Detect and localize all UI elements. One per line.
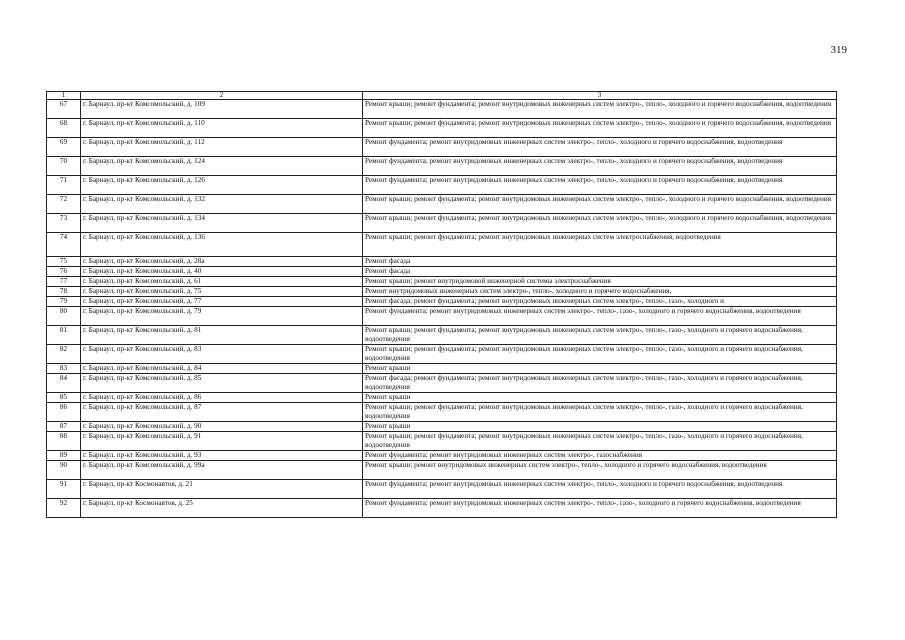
works-cell: Ремонт фасада bbox=[363, 257, 837, 267]
table-row bbox=[47, 364, 837, 374]
row-number-cell: 80 bbox=[47, 307, 81, 326]
address-cell: г. Барнаул, пр-кт Космонавтов, д. 25 bbox=[81, 499, 363, 518]
row-number-cell: 88 bbox=[47, 432, 81, 451]
works-cell: Ремонт фасада bbox=[363, 267, 837, 277]
column-header-works: 3 bbox=[363, 92, 837, 100]
works-cell: Ремонт фасада; ремонт фундамента; ремонт внутридомовых инженерных систем электро-, тепло-, газо-, холодного и bbox=[363, 297, 837, 307]
row-number-cell: 70 bbox=[47, 157, 81, 176]
address-cell: г. Барнаул, пр-кт Комсомольский, д. 75 bbox=[81, 287, 363, 297]
address-cell: г. Барнаул, пр-кт Комсомольский, д. 136 bbox=[81, 233, 363, 257]
address-cell: г. Барнаул, пр-кт Комсомольский, д. 86 bbox=[81, 393, 363, 403]
works-cell: Ремонт фундамента; ремонт внутридомовых инженерных систем электро-, тепло-, холодного и горячего водоснабжения, водоотведения bbox=[363, 176, 837, 195]
address-cell: г. Барнаул, пр-кт Комсомольский, д. 28а bbox=[81, 257, 363, 267]
works-cell: Ремонт крыши; ремонт внутридомовой инженерной системы электроснабжения bbox=[363, 277, 837, 287]
row-number-cell: 73 bbox=[47, 214, 81, 233]
works-cell: Ремонт фундамента; ремонт внутридомовых инженерных систем электро-, газоснабжения bbox=[363, 451, 837, 461]
address-cell: г. Барнаул, пр-кт Комсомольский, д. 134 bbox=[81, 214, 363, 233]
table-row bbox=[47, 138, 837, 157]
table-row bbox=[47, 119, 837, 138]
row-number-cell: 67 bbox=[47, 100, 81, 119]
table-row bbox=[47, 297, 837, 307]
table-row bbox=[47, 233, 837, 257]
column-header-number: 1 bbox=[47, 92, 81, 100]
table-row bbox=[47, 393, 837, 403]
address-cell: г. Барнаул, пр-кт Комсомольский, д. 81 bbox=[81, 326, 363, 345]
row-number-cell: 85 bbox=[47, 393, 81, 403]
row-number-cell: 79 bbox=[47, 297, 81, 307]
table-row bbox=[47, 277, 837, 287]
row-number-cell: 89 bbox=[47, 451, 81, 461]
works-cell: Ремонт крыши bbox=[363, 393, 837, 403]
row-number-cell: 81 bbox=[47, 326, 81, 345]
table-row bbox=[47, 422, 837, 432]
address-cell: г. Барнаул, пр-кт Комсомольский, д. 40 bbox=[81, 267, 363, 277]
address-cell: г. Барнаул, пр-кт Космонавтов, д. 21 bbox=[81, 480, 363, 499]
address-cell: г. Барнаул, пр-кт Комсомольский, д. 87 bbox=[81, 403, 363, 422]
table-row bbox=[47, 257, 837, 267]
address-cell: г. Барнаул, пр-кт Комсомольский, д. 85 bbox=[81, 374, 363, 393]
table-row bbox=[47, 100, 837, 119]
address-cell: г. Барнаул, пр-кт Комсомольский, д. 99а bbox=[81, 461, 363, 480]
works-cell: Ремонт крыши; ремонт фундамента; ремонт внутридомовых инженерных систем электро-, тепло-, холодного и горячего водоснабжения, водоотведения bbox=[363, 195, 837, 214]
table-row bbox=[47, 307, 837, 326]
row-number-cell: 84 bbox=[47, 374, 81, 393]
address-cell: г. Барнаул, пр-кт Комсомольский, д. 61 bbox=[81, 277, 363, 287]
works-cell: Ремонт крыши; ремонт фундамента; ремонт внутридомовых инженерных систем электро-, тепло-, холодного и горячего водоснабжения, водоотведения bbox=[363, 119, 837, 138]
table-header-row bbox=[47, 92, 837, 100]
address-cell: г. Барнаул, пр-кт Комсомольский, д. 126 bbox=[81, 176, 363, 195]
works-cell: Ремонт фасада; ремонт фундамента; ремонт внутридомовых инженерных систем электро-, тепло-, газо-, холодного и горячего водоснабжения, водоотведения bbox=[363, 374, 837, 393]
table-row bbox=[47, 345, 837, 364]
address-cell: г. Барнаул, пр-кт Комсомольский, д. 132 bbox=[81, 195, 363, 214]
works-cell: Ремонт крыши; ремонт фундамента; ремонт внутридомовых инженерных систем электро-, тепло-, газо-, холодного и горячего водоснабжения, водоотведения bbox=[363, 326, 837, 345]
works-cell: Ремонт крыши; ремонт фундамента; ремонт внутридомовых инженерных систем электро-, тепло-, газо-, холодного и горячего водоснабжения, водоотведения bbox=[363, 432, 837, 451]
works-cell: Ремонт крыши bbox=[363, 422, 837, 432]
works-cell: Ремонт фундамента; ремонт внутридомовых инженерных систем электро-, тепло-, холодного и горячего водоснабжения, водоотведения bbox=[363, 480, 837, 499]
row-number-cell: 90 bbox=[47, 461, 81, 480]
works-cell: Ремонт фундамента; ремонт внутридомовых инженерных систем электро-, тепло-, газо-, холодного и горячего водоснабжения, водоотведения bbox=[363, 307, 837, 326]
table-row bbox=[47, 326, 837, 345]
works-cell: Ремонт крыши; ремонт внутридомовых инженерных систем электро-, тепло-, холодного и горячего водоснабжения, водоотведения bbox=[363, 461, 837, 480]
row-number-cell: 78 bbox=[47, 287, 81, 297]
address-cell: г. Барнаул, пр-кт Комсомольский, д. 83 bbox=[81, 345, 363, 364]
table-row bbox=[47, 432, 837, 451]
address-cell: г. Барнаул, пр-кт Комсомольский, д. 124 bbox=[81, 157, 363, 176]
address-cell: г. Барнаул, пр-кт Комсомольский, д. 109 bbox=[81, 100, 363, 119]
works-cell: Ремонт крыши; ремонт фундамента; ремонт внутридомовых инженерных систем электро-, тепло-, холодного и горячего водоснабжения, водоотведения bbox=[363, 214, 837, 233]
row-number-cell: 75 bbox=[47, 257, 81, 267]
address-cell: г. Барнаул, пр-кт Комсомольский, д. 79 bbox=[81, 307, 363, 326]
table-row bbox=[47, 195, 837, 214]
address-cell: г. Барнаул, пр-кт Комсомольский, д. 91 bbox=[81, 432, 363, 451]
row-number-cell: 74 bbox=[47, 233, 81, 257]
works-cell: Ремонт фундамента; ремонт внутридомовых инженерных систем электро-, тепло-, холодного и горячего водоснабжения, водоотведения bbox=[363, 157, 837, 176]
row-number-cell: 86 bbox=[47, 403, 81, 422]
row-number-cell: 68 bbox=[47, 119, 81, 138]
row-number-cell: 87 bbox=[47, 422, 81, 432]
row-number-cell: 83 bbox=[47, 364, 81, 374]
column-header-address: 2 bbox=[81, 92, 363, 100]
table-row bbox=[47, 176, 837, 195]
address-cell: г. Барнаул, пр-кт Комсомольский, д. 77 bbox=[81, 297, 363, 307]
repair-register-table bbox=[46, 91, 837, 518]
works-cell: Ремонт крыши bbox=[363, 364, 837, 374]
works-cell: Ремонт внутридомовых инженерных систем электро-, тепло-, холодного и горячего водоснабжения, bbox=[363, 287, 837, 297]
works-cell: Ремонт крыши; ремонт фундамента; ремонт внутридомовых инженерных систем электро-, тепло-, газо-, холодного и горячего водоснабжения, водоотведения bbox=[363, 345, 837, 364]
table-row bbox=[47, 157, 837, 176]
table-row bbox=[47, 499, 837, 518]
table-row bbox=[47, 214, 837, 233]
address-cell: г. Барнаул, пр-кт Комсомольский, д. 112 bbox=[81, 138, 363, 157]
works-cell: Ремонт фундамента; ремонт внутридомовых инженерных систем электро-, тепло-, холодного и горячего водоснабжения, водоотведения bbox=[363, 138, 837, 157]
table-row bbox=[47, 461, 837, 480]
row-number-cell: 76 bbox=[47, 267, 81, 277]
works-cell: Ремонт крыши; ремонт фундамента; ремонт внутридомовых инженерных систем электро-, тепло-, холодного и горячего водоснабжения, водоотведения bbox=[363, 100, 837, 119]
row-number-cell: 72 bbox=[47, 195, 81, 214]
row-number-cell: 69 bbox=[47, 138, 81, 157]
table-row bbox=[47, 267, 837, 277]
works-cell: Ремонт крыши; ремонт фундамента; ремонт внутридомовых инженерных систем электроснабжения, водоотведения bbox=[363, 233, 837, 257]
table-row bbox=[47, 480, 837, 499]
works-cell: Ремонт фундамента; ремонт внутридомовых инженерных систем электро-, тепло-, газо-, холодного и горячего водоснабжения, водоотведения bbox=[363, 499, 837, 518]
address-cell: г. Барнаул, пр-кт Комсомольский, д. 84 bbox=[81, 364, 363, 374]
row-number-cell: 71 bbox=[47, 176, 81, 195]
table-row bbox=[47, 451, 837, 461]
page-number: 319 bbox=[830, 44, 847, 56]
table-body bbox=[47, 100, 837, 518]
address-cell: г. Барнаул, пр-кт Комсомольский, д. 110 bbox=[81, 119, 363, 138]
table-row bbox=[47, 374, 837, 393]
row-number-cell: 92 bbox=[47, 499, 81, 518]
row-number-cell: 77 bbox=[47, 277, 81, 287]
address-cell: г. Барнаул, пр-кт Комсомольский, д. 90 bbox=[81, 422, 363, 432]
row-number-cell: 82 bbox=[47, 345, 81, 364]
table-row bbox=[47, 287, 837, 297]
works-cell: Ремонт крыши; ремонт фундамента; ремонт внутридомовых инженерных систем электро-, тепло-, газо-, холодного и горячего водоснабжения, водоотведения bbox=[363, 403, 837, 422]
address-cell: г. Барнаул, пр-кт Комсомольский, д. 93 bbox=[81, 451, 363, 461]
table-row bbox=[47, 403, 837, 422]
row-number-cell: 91 bbox=[47, 480, 81, 499]
